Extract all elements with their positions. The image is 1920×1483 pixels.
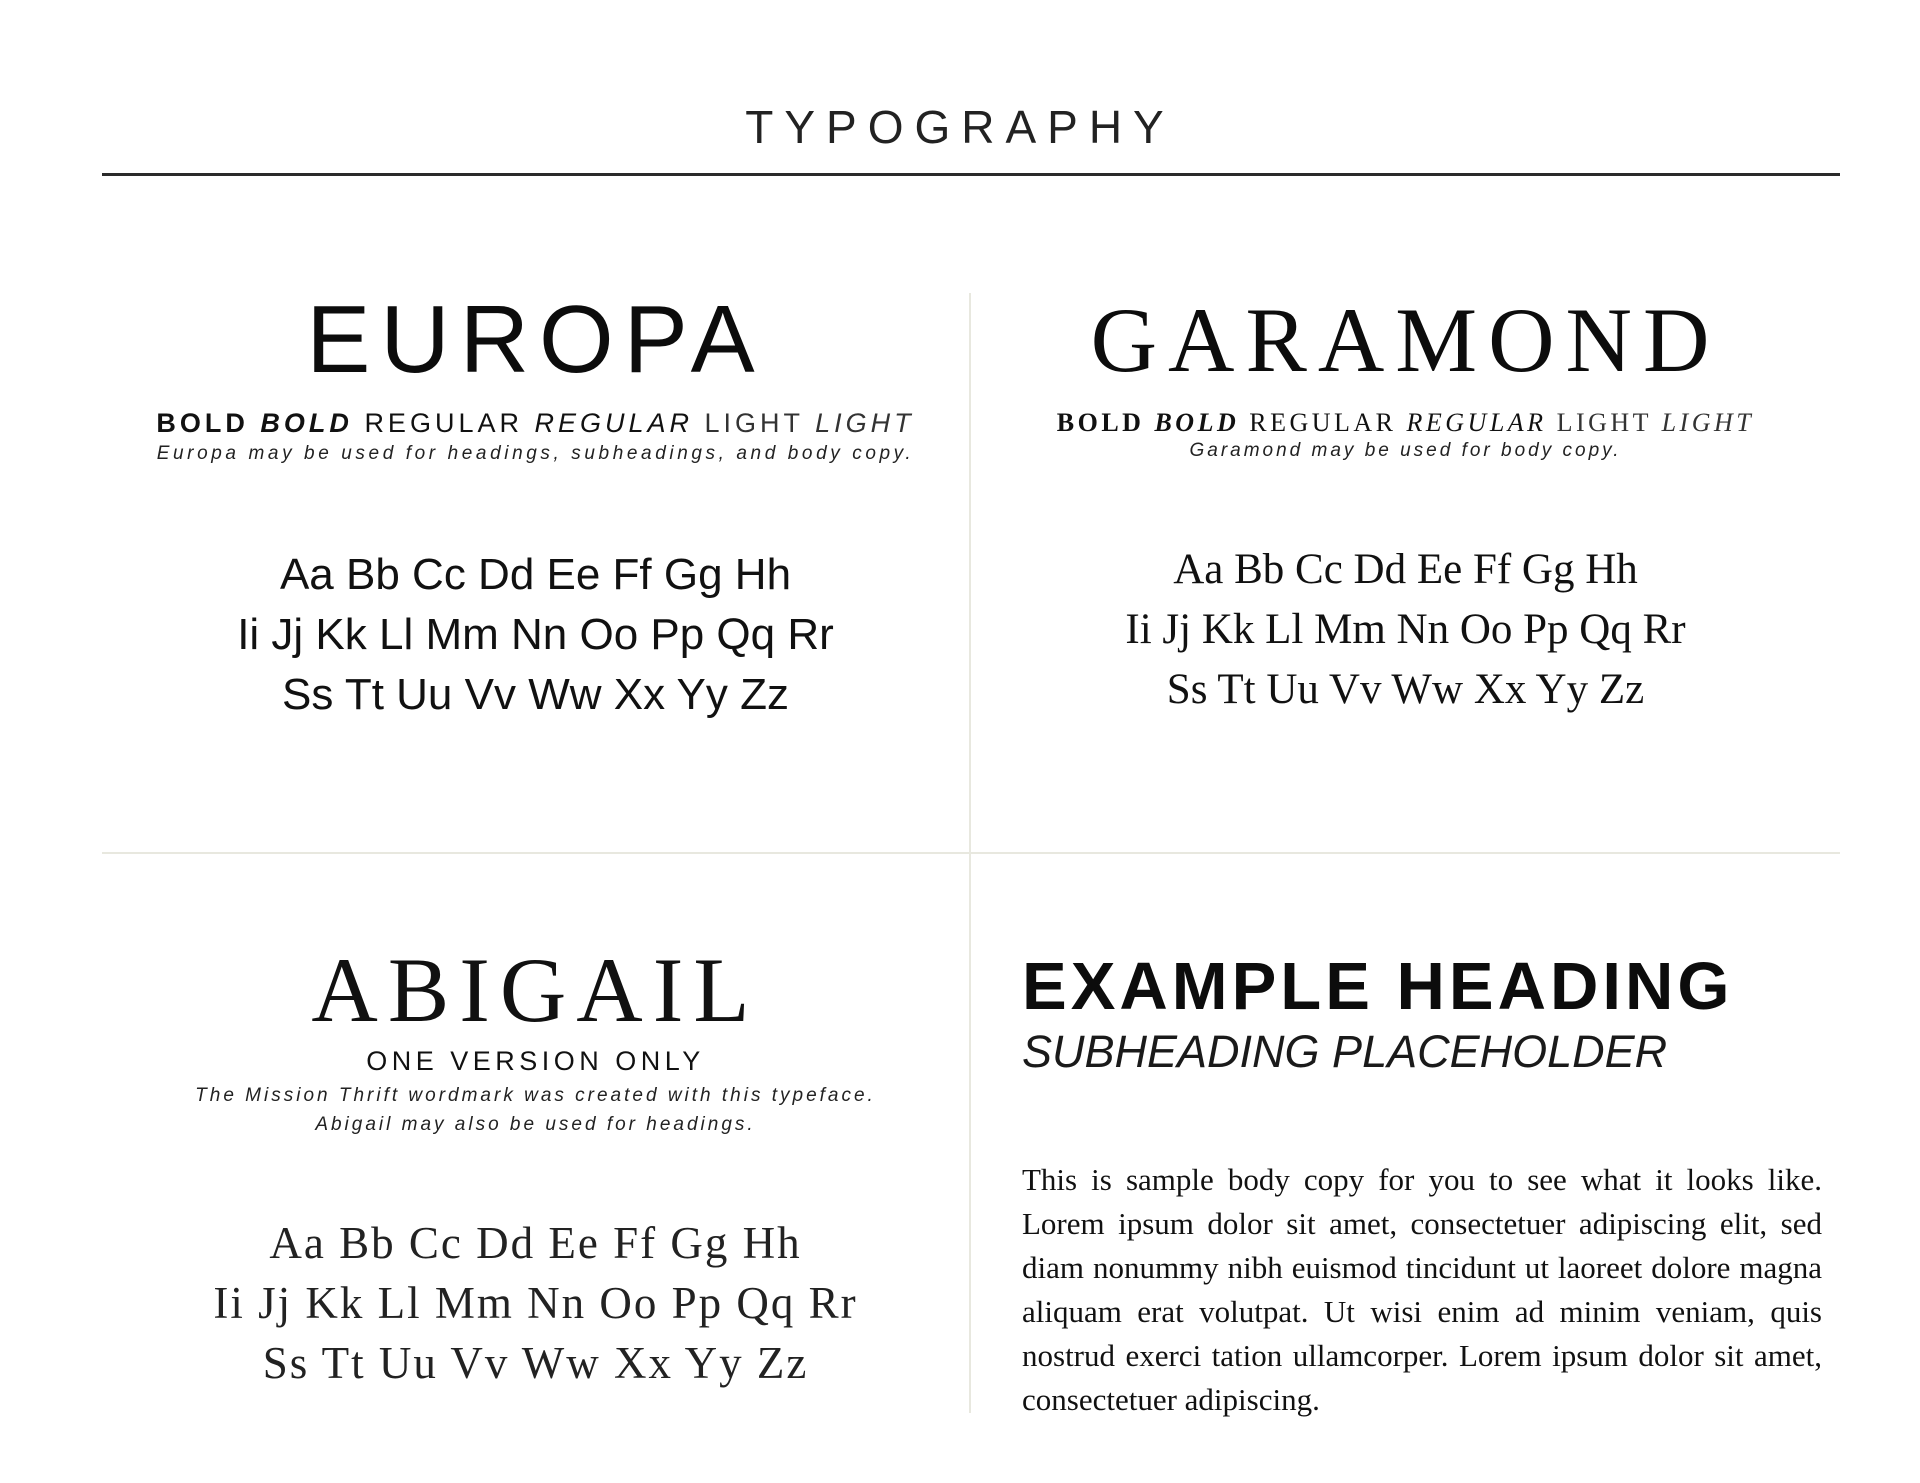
- weight-light: LIGHT: [704, 408, 804, 438]
- alphabet-line: Ss Tt Uu Vv Ww Xx Yy Zz: [1166, 666, 1645, 713]
- weight-regular: REGULAR: [364, 408, 523, 438]
- weight-light-italic: LIGHT: [1661, 408, 1755, 437]
- alphabet-line: Ss Tt Uu Vv Ww Xx Yy Zz: [262, 1338, 809, 1388]
- alphabet-sample: [102, 1213, 969, 1393]
- page-title: TYPOGRAPHY: [745, 101, 1175, 153]
- title-rule: [102, 173, 1840, 176]
- horizontal-divider: [102, 852, 1840, 854]
- usage-note: Garamond may be used for body copy.: [1189, 440, 1622, 461]
- example-heading: EXAMPLE HEADING: [1022, 949, 1734, 1024]
- weight-bold-italic: BOLD: [1154, 408, 1240, 437]
- font-weights: [102, 408, 969, 439]
- alphabet-line: Ii Jj Kk Ll Mm Nn Oo Pp Qq Rr: [237, 610, 834, 659]
- font-name: EUROPA: [306, 286, 765, 393]
- alphabet-line: Ii Jj Kk Ll Mm Nn Oo Pp Qq Rr: [1125, 606, 1686, 653]
- version-label: ONE VERSION ONLY: [366, 1046, 705, 1076]
- weight-regular: REGULAR: [1249, 408, 1397, 437]
- usage-note-line: The Mission Thrift wordmark was created with this typeface.: [195, 1085, 876, 1106]
- weight-bold-italic: BOLD: [260, 408, 353, 438]
- weight-light: LIGHT: [1556, 408, 1652, 437]
- font-name: GARAMOND: [1090, 289, 1721, 391]
- abigail-specimen: [102, 940, 969, 1393]
- alphabet-line: Aa Bb Cc Dd Ee Ff Gg Hh: [269, 1218, 802, 1268]
- alphabet-line: Aa Bb Cc Dd Ee Ff Gg Hh: [1173, 546, 1638, 593]
- alphabet-line: Aa Bb Cc Dd Ee Ff Gg Hh: [279, 550, 792, 599]
- europa-specimen: [102, 280, 969, 725]
- example-subheading: SUBHEADING PLACEHOLDER: [1022, 1026, 1668, 1077]
- usage-note: [102, 1081, 969, 1139]
- weight-bold: BOLD: [1056, 408, 1145, 437]
- weight-regular-italic: REGULAR: [1406, 408, 1547, 437]
- weight-regular-italic: REGULAR: [534, 408, 694, 438]
- alphabet-line: Ii Jj Kk Ll Mm Nn Oo Pp Qq Rr: [213, 1278, 858, 1328]
- example-body-copy: This is sample body copy for you to see what it looks like. Lorem ipsum dolor sit amet, consectetuer adipiscing elit, sed diam nonummy nibh euismod tincidunt ut laoreet dolore magna aliquam erat volutpat. Ut wisi enim ad minim veniam, quis nostrud exerci tation ullamcorper. Lorem ipsum dolor sit amet, consectetuer adipiscing.: [1022, 1162, 1822, 1417]
- weight-bold: BOLD: [156, 408, 249, 438]
- font-weights: [971, 408, 1840, 438]
- weight-light-italic: LIGHT: [815, 408, 915, 438]
- usage-note: Europa may be used for headings, subheadings, and body copy.: [156, 443, 915, 464]
- usage-note-line: Abigail may also be used for headings.: [315, 1114, 756, 1135]
- alphabet-sample: [102, 545, 969, 725]
- garamond-specimen: [971, 280, 1840, 720]
- font-name: ABIGAIL: [311, 939, 760, 1041]
- alphabet-line: Ss Tt Uu Vv Ww Xx Yy Zz: [282, 670, 789, 719]
- example-layout: [1022, 948, 1822, 1422]
- alphabet-sample: [971, 540, 1840, 720]
